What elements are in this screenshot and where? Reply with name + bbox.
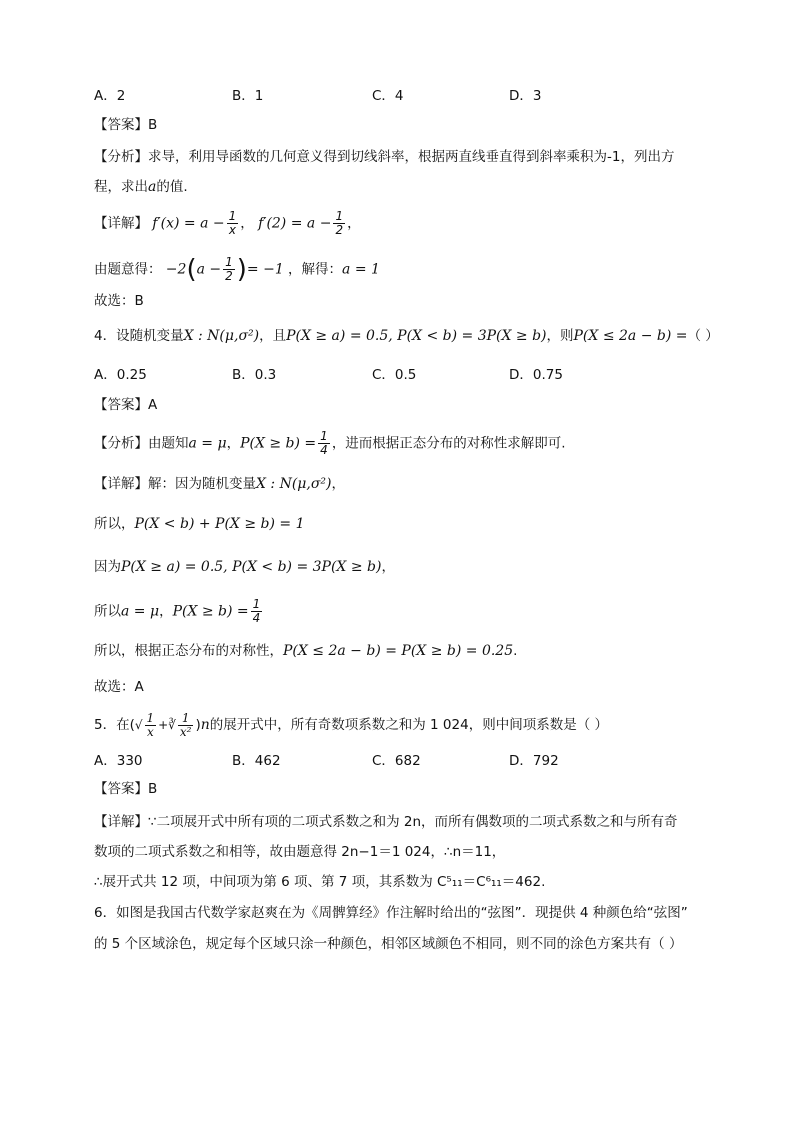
fraction [178, 712, 194, 739]
answer-value: A [148, 397, 158, 413]
formula: X : N(μ,σ²) [183, 328, 260, 344]
detail-text: ∵二项展开式中所有项的二项式系数之和为 2n，而所有偶数项的二项式系数之和与所有奇 [148, 814, 678, 830]
q3-detail-line2 [94, 256, 380, 283]
q5-option-a: A．330 [94, 753, 143, 769]
q3-choose: 故选：B [94, 293, 144, 309]
denominator: 4 [320, 443, 328, 457]
q4-detail-line5 [94, 641, 517, 661]
q3-option-b: B．1 [232, 88, 264, 104]
denominator: x [228, 223, 237, 237]
numerator: 1 [252, 597, 261, 611]
formula: P(X ≤ 2a − b) = [573, 328, 688, 344]
fraction [251, 598, 263, 625]
fraction [145, 712, 157, 739]
q5-option-d: D．792 [509, 753, 559, 769]
q3-option-c: C．4 [372, 88, 404, 104]
analysis-text: ，进而根据正态分布的对称性求解即可. [331, 435, 566, 452]
formula: a = μ [121, 603, 160, 620]
stem-text: 4．设随机变量 [94, 328, 184, 344]
fraction [318, 430, 330, 457]
detail-tag: 【详解】 [94, 476, 148, 492]
denominator: 2 [225, 269, 233, 283]
numerator: 1 [178, 712, 194, 726]
detail-text: 所以，根据正态分布的对称性， [94, 643, 283, 659]
denominator: 4 [252, 611, 261, 625]
q5-option-b: B．462 [232, 753, 281, 769]
stem-text: 的展开式中，所有奇数项系数之和为 1 024，则中间项系数是（ ） [209, 717, 608, 733]
q4-analysis [94, 430, 566, 457]
formula: f′(2) = a − [258, 215, 332, 232]
q6-stem-line2: 的 5 个区域涂色，规定每个区域只涂一种颜色，相邻区域颜色不相同，则不同的涂色方案共有（ ） [94, 936, 683, 952]
detail-text: 由题意得： [94, 261, 162, 278]
numerator: 1 [320, 429, 328, 443]
q5-options [94, 749, 654, 769]
formula: P(X ≥ a) = 0.5, P(X < b) = 3P(X ≥ b) [121, 559, 382, 575]
answer-value: B [148, 117, 158, 133]
analysis-tag: 【分析】 [94, 149, 148, 165]
paren: ( [186, 254, 197, 285]
numerator: 1 [225, 255, 233, 269]
q3-detail-line1 [94, 210, 361, 237]
detail-text: 因为 [94, 559, 121, 575]
q3-analysis-line1 [94, 147, 674, 167]
q3-answer [94, 115, 157, 135]
denominator: 2 [335, 223, 344, 237]
analysis-text: ， [226, 435, 241, 452]
numerator: 1 [228, 209, 237, 223]
q4-options [94, 363, 654, 383]
analysis-text: 程，求出 [94, 179, 148, 195]
detail-tag: 【详解】 [94, 814, 148, 830]
answer-tag: 【答案】 [94, 117, 148, 133]
formula: = −1 [246, 261, 284, 278]
separator: ， [240, 215, 254, 232]
q4-option-d: D．0.75 [509, 367, 563, 383]
q6-stem-line1: 6．如图是我国古代数学家赵爽在为《周髀算经》作注解时给出的“弦图”．现提供 4 种颜色给“弦图” [94, 905, 688, 921]
detail-tag: 【详解】 [94, 215, 148, 232]
formula: P(X < b) + P(X ≥ b) = 1 [134, 516, 305, 532]
formula: P(X ≤ 2a − b) = P(X ≥ b) = 0.25 [283, 643, 514, 659]
detail-text: 解：因为随机变量 [148, 476, 256, 492]
q4-detail-line1 [94, 474, 345, 494]
radical-expression: √ $\frac{1}{x}$ +∛ $\frac{1}{\text{x²}}$ [134, 711, 192, 739]
q4-choose: 故选：A [94, 679, 144, 695]
fraction [223, 256, 235, 283]
formula: a = 1 [342, 261, 380, 278]
analysis-text: 的值. [156, 179, 188, 195]
denominator: x² [179, 725, 192, 739]
denominator: x [146, 725, 154, 739]
formula: a = μ [188, 435, 227, 452]
formula: P(X ≥ b) = [172, 603, 249, 620]
q3-options [94, 84, 654, 104]
formula: −2 [165, 261, 187, 278]
q5-detail-line2: 数项的二项式系数之和相等，故由题意得 2n−1＝1 024，∴n＝11， [94, 844, 506, 860]
fraction [333, 210, 345, 237]
q4-option-b: B．0.3 [232, 367, 277, 383]
stem-text: （ ） [687, 328, 719, 344]
formula: f′(x) = a − [152, 215, 225, 232]
q4-detail-line3 [94, 557, 395, 577]
detail-text: ，解得： [288, 261, 343, 278]
q5-detail-line3: ∴展开式共 12 项，中间项为第 6 项、第 7 项，其系数为 C⁵₁₁＝C⁶₁₁＝462. [94, 874, 546, 890]
answer-tag: 【答案】 [94, 397, 148, 413]
q4-stem [94, 326, 719, 346]
formula: a − [196, 261, 222, 278]
variable-a: a [148, 179, 157, 195]
detail-text: 所以 [94, 603, 121, 620]
numerator: 1 [146, 711, 155, 725]
q3-analysis-line2 [94, 177, 188, 197]
detail-text: ， [381, 559, 395, 575]
q4-option-c: C．0.5 [372, 367, 417, 383]
q5-option-c: C．682 [372, 753, 421, 769]
detail-text: . [513, 643, 518, 659]
analysis-text: 求导，利用导函数的几何意义得到切线斜率，根据两直线垂直得到斜率乘积为-1，列出方 [148, 149, 675, 165]
answer-tag: 【答案】 [94, 781, 148, 797]
formula: X : N(μ,σ²) [256, 476, 332, 492]
q5-answer [94, 779, 157, 799]
stem-text: ，且 [259, 328, 287, 344]
q3-option-d: D．3 [509, 88, 542, 104]
separator: ， [347, 215, 361, 232]
stem-text: ，则 [546, 328, 574, 344]
paren: ) [236, 254, 247, 285]
q5-stem [94, 712, 608, 739]
detail-text: 所以， [94, 516, 135, 532]
formula: n [200, 717, 210, 733]
q4-detail-line4 [94, 598, 264, 625]
formula: P(X ≥ a) = 0.5, P(X < b) = 3P(X ≥ b) [286, 328, 547, 344]
stem-text: ) [195, 717, 201, 733]
detail-text: ， [159, 603, 173, 620]
analysis-tag: 【分析】 [94, 435, 148, 452]
stem-text: 5．在( [94, 717, 135, 733]
q4-option-a: A．0.25 [94, 367, 147, 383]
q3-option-a: A．2 [94, 88, 126, 104]
q4-answer [94, 395, 157, 415]
answer-value: B [148, 781, 158, 797]
q5-detail-line1 [94, 812, 678, 832]
analysis-text: 由题知 [148, 435, 189, 452]
q4-detail-line2 [94, 514, 304, 534]
numerator: 1 [335, 209, 344, 223]
fraction [227, 210, 239, 237]
formula: P(X ≥ b) = [240, 435, 317, 452]
detail-text: ， [331, 476, 345, 492]
